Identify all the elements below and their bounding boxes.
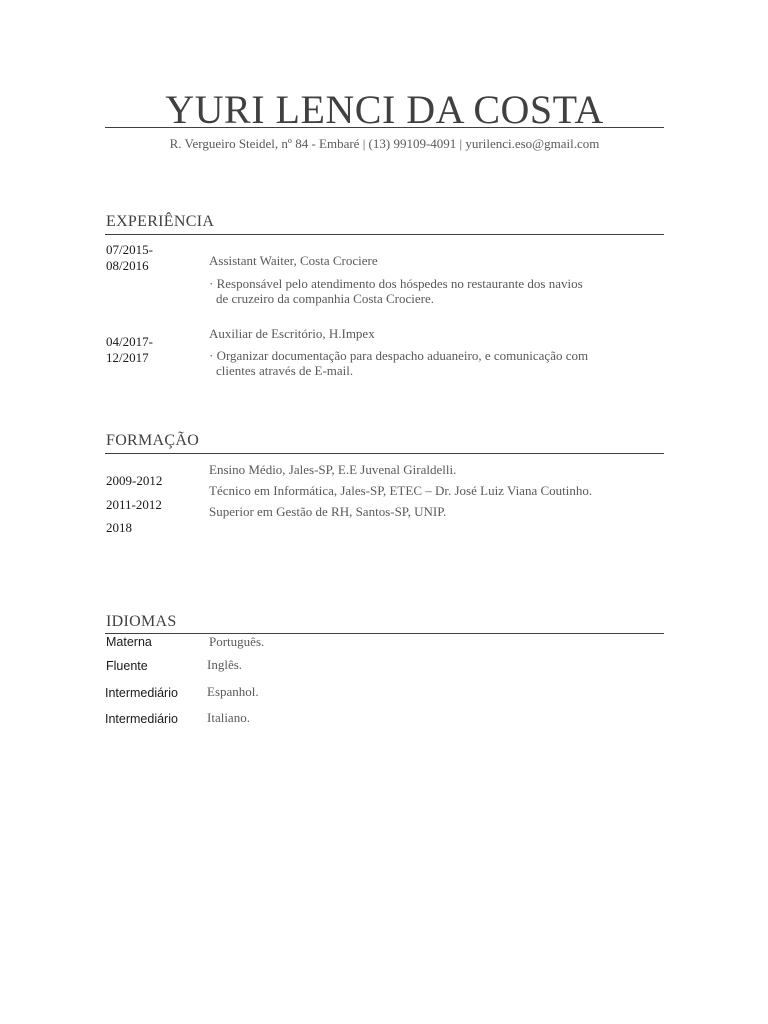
experience-date-start: 07/2015- — [106, 242, 153, 257]
language-level: Fluente — [106, 659, 148, 673]
candidate-name: YURI LENCI DA COSTA — [165, 87, 604, 132]
language-name: Espanhol. — [207, 684, 259, 699]
experience-date-start: 04/2017- — [106, 334, 153, 349]
language-level: Intermediário — [105, 712, 178, 726]
contact-info: R. Vergueiro Steidel, nº 84 - Embaré | (13) 99109-4091 | yurilenci.eso@gmail.com — [169, 136, 600, 151]
section-rule-languages — [105, 633, 664, 634]
experience-role: Auxiliar de Escritório, H.Impex — [209, 326, 375, 341]
experience-date-end: 12/2017 — [106, 350, 149, 365]
experience-description-line: clientes através de E-mail. — [216, 363, 354, 378]
experience-description-line: · Organizar documentação para despacho aduaneiro, e comunicação com — [209, 348, 589, 363]
section-title-languages: IDIOMAS — [106, 613, 177, 630]
education-date: 2009-2012 — [106, 473, 163, 488]
language-name: Inglês. — [207, 657, 243, 672]
education-item: Técnico em Informática, Jales-SP, ETEC – Dr. José Luiz Viana Coutinho. — [209, 483, 593, 498]
name-underline — [105, 127, 664, 128]
education-date: 2011-2012 — [106, 497, 162, 512]
section-title-experience: EXPERIÊNCIA — [106, 213, 215, 230]
section-rule-education — [105, 453, 664, 454]
experience-role: Assistant Waiter, Costa Crociere — [209, 253, 378, 268]
education-item: Superior em Gestão de RH, Santos-SP, UNIP. — [209, 504, 447, 519]
experience-description-line: de cruzeiro da companhia Costa Crociere. — [216, 291, 435, 306]
section-title-education: FORMAÇÃO — [106, 432, 200, 449]
education-item: Ensino Médio, Jales-SP, E.E Juvenal Giraldelli. — [209, 462, 457, 477]
language-level: Intermediário — [105, 686, 178, 700]
language-name: Português. — [209, 634, 265, 649]
language-level: Materna — [106, 635, 152, 649]
experience-description-line: · Responsável pelo atendimento dos hóspedes no restaurante dos navios — [209, 276, 583, 291]
language-name: Italiano. — [207, 710, 250, 725]
education-date: 2018 — [106, 520, 132, 535]
section-rule-experience — [105, 234, 664, 235]
experience-date-end: 08/2016 — [106, 258, 149, 273]
